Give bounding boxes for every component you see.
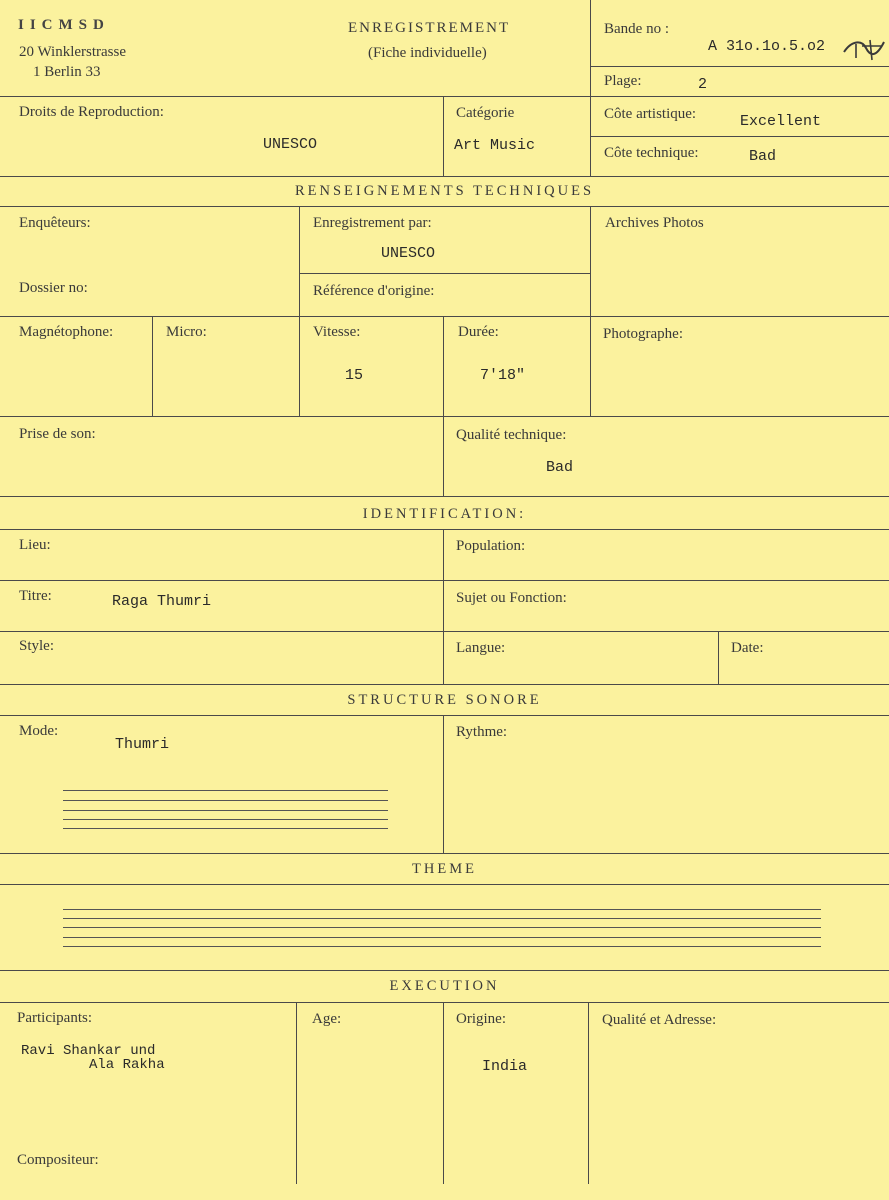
- participants-line-2: Ala Rakha: [89, 1057, 165, 1073]
- divider: [0, 316, 889, 317]
- titre-label: Titre:: [19, 588, 52, 604]
- style-label: Style:: [19, 638, 55, 654]
- population-label: Population:: [456, 538, 526, 554]
- card-title: ENREGISTREMENT: [348, 20, 511, 36]
- divider: [590, 0, 591, 176]
- lieu-label: Lieu:: [19, 537, 51, 553]
- writing-line: [63, 909, 821, 910]
- langue-label: Langue:: [456, 640, 506, 656]
- divider: [299, 316, 300, 416]
- divider: [0, 96, 889, 97]
- duree-value: 7'18": [480, 367, 526, 384]
- writing-line: [63, 946, 821, 947]
- bande-label: Bande no :: [604, 21, 669, 37]
- plage-value: 2: [698, 76, 708, 93]
- section-title-execution: EXECUTION: [389, 978, 500, 994]
- compositeur-label: Compositeur:: [17, 1152, 99, 1168]
- sujet-label: Sujet ou Fonction:: [456, 590, 567, 606]
- divider: [0, 1002, 889, 1003]
- droits-label: Droits de Reproduction:: [19, 104, 164, 120]
- section-title-theme: THEME: [412, 861, 477, 877]
- divider: [0, 715, 889, 716]
- enregistrement-par-label: Enregistrement par:: [313, 215, 432, 231]
- divider: [588, 1002, 589, 1184]
- divider: [443, 96, 444, 176]
- divider: [443, 715, 444, 853]
- plage-label: Plage:: [604, 73, 642, 89]
- age-label: Age:: [312, 1011, 342, 1027]
- writing-line: [63, 927, 821, 928]
- cote-technique-label: Côte technique:: [604, 145, 699, 161]
- writing-line: [63, 790, 388, 791]
- divider: [718, 631, 719, 684]
- titre-value: Raga Thumri: [112, 593, 212, 610]
- divider: [299, 206, 300, 316]
- section-title-structure: STRUCTURE SONORE: [347, 692, 542, 708]
- writing-line: [63, 819, 388, 820]
- address-line-1: 20 Winklerstrasse: [19, 44, 127, 60]
- divider: [152, 316, 153, 416]
- dossier-label: Dossier no:: [19, 280, 88, 296]
- section-title-identification: IDENTIFICATION:: [362, 506, 527, 522]
- divider: [590, 136, 889, 137]
- divider: [0, 580, 889, 581]
- writing-line: [63, 828, 388, 829]
- droits-value: UNESCO: [263, 136, 318, 153]
- divider: [0, 631, 889, 632]
- divider: [443, 1002, 444, 1184]
- cote-technique-value: Bad: [749, 148, 777, 165]
- address-line-2: 1 Berlin 33: [33, 64, 101, 80]
- divider: [0, 970, 889, 971]
- duree-label: Durée:: [458, 324, 499, 340]
- card-subtitle: (Fiche individuelle): [368, 45, 487, 61]
- prise-label: Prise de son:: [19, 426, 96, 442]
- divider: [590, 66, 889, 67]
- mode-label: Mode:: [19, 723, 59, 739]
- qualite-technique-value: Bad: [546, 459, 574, 476]
- reference-label: Référence d'origine:: [313, 283, 435, 299]
- qualite-technique-label: Qualité technique:: [456, 427, 567, 443]
- micro-label: Micro:: [166, 324, 207, 340]
- org-logo: IICMSD: [18, 17, 110, 33]
- divider: [296, 1002, 297, 1184]
- participants-label: Participants:: [17, 1010, 92, 1026]
- divider: [443, 416, 444, 496]
- enqueteurs-label: Enquêteurs:: [19, 215, 91, 231]
- divider: [0, 884, 889, 885]
- divider: [590, 206, 591, 416]
- divider: [299, 273, 590, 274]
- divider: [0, 206, 889, 207]
- enregistrement-par-value: UNESCO: [381, 245, 436, 262]
- section-title-technical: RENSEIGNEMENTS TECHNIQUES: [294, 183, 595, 199]
- divider: [0, 684, 889, 685]
- date-label: Date:: [731, 640, 764, 656]
- divider: [0, 496, 889, 497]
- origine-value: India: [482, 1058, 528, 1075]
- origine-label: Origine:: [456, 1011, 506, 1027]
- rythme-label: Rythme:: [456, 724, 508, 740]
- bande-value: A 31o.1o.5.o2: [708, 38, 826, 55]
- photographe-label: Photographe:: [603, 326, 683, 342]
- vitesse-label: Vitesse:: [313, 324, 361, 340]
- participants-line-1: Ravi Shankar und: [21, 1043, 156, 1059]
- categorie-value: Art Music: [454, 137, 536, 154]
- divider: [443, 529, 444, 684]
- mode-value: Thumri: [115, 736, 170, 753]
- vitesse-value: 15: [345, 367, 364, 384]
- categorie-label: Catégorie: [456, 105, 515, 121]
- qualite-adresse-label: Qualité et Adresse:: [602, 1012, 717, 1028]
- divider: [443, 316, 444, 416]
- magnetophone-label: Magnétophone:: [19, 324, 114, 340]
- divider: [0, 176, 889, 177]
- writing-line: [63, 918, 821, 919]
- divider: [0, 529, 889, 530]
- cote-artistique-value: Excellent: [740, 113, 822, 130]
- handwritten-mark-icon: [842, 36, 886, 62]
- writing-line: [63, 800, 388, 801]
- cote-artistique-label: Côte artistique:: [604, 106, 697, 122]
- writing-line: [63, 810, 388, 811]
- writing-line: [63, 937, 821, 938]
- divider: [0, 416, 889, 417]
- divider: [0, 853, 889, 854]
- archives-photos-label: Archives Photos: [605, 215, 704, 231]
